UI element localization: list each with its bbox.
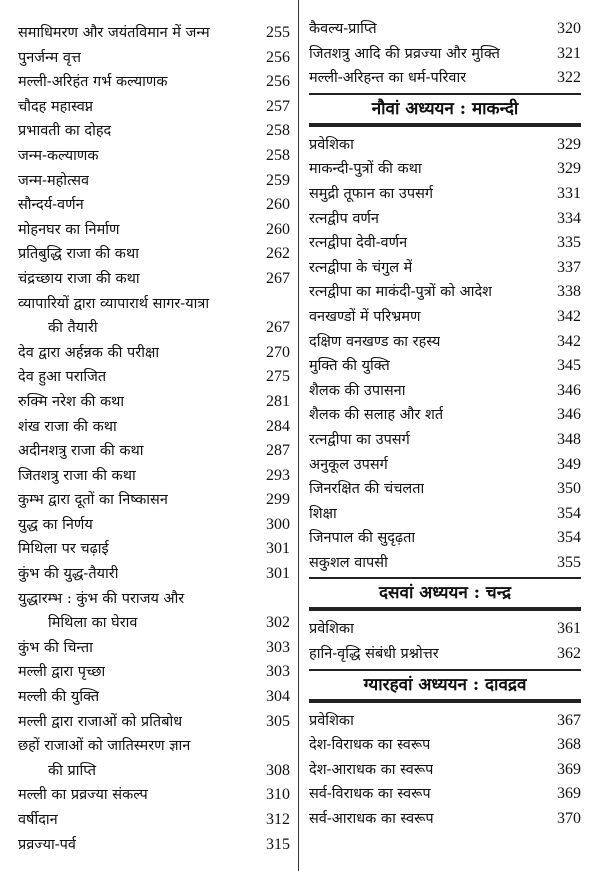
entry-page-number: 331	[557, 184, 581, 202]
entry-title	[18, 734, 260, 783]
entry-page-number: 256	[266, 73, 290, 91]
chapter-heading-text: ग्यारहवां अध्ययन : दावद्रव	[363, 674, 527, 695]
entry-title-text: प्रवेशिका	[309, 712, 354, 729]
toc-entry	[309, 477, 581, 502]
entry-page-number: 322	[557, 69, 581, 87]
entry-title-text: जितशत्रु राजा की कथा	[18, 467, 136, 484]
entry-page-number: 287	[266, 442, 290, 460]
toc-entry	[309, 42, 581, 67]
chapter-heading	[309, 93, 581, 127]
entry-page-number: 345	[557, 357, 581, 375]
toc-entry	[309, 17, 581, 42]
entry-page-number: 301	[266, 540, 290, 558]
entry-page-number: 305	[266, 712, 290, 730]
entry-page-number: 321	[557, 44, 581, 62]
entry-title	[309, 403, 443, 428]
entry-page-number: 334	[557, 209, 581, 227]
entry-title-text: मल्ली की युक्ति	[18, 689, 100, 706]
entry-page-number: 256	[266, 48, 290, 66]
entry-title	[309, 502, 337, 527]
entry-title-text: वर्षीदान	[18, 812, 58, 828]
entry-title	[309, 428, 410, 453]
entry-title	[18, 685, 99, 710]
entry-title	[18, 193, 84, 218]
entry-title-text: माकन्दी-पुत्रों की कथा	[309, 161, 422, 178]
entry-title-text: सौन्दर्य-वर्णन	[18, 197, 84, 214]
entry-title-text: जिनरक्षित की चंचलता	[309, 481, 425, 498]
entry-page-number: 267	[266, 319, 290, 337]
chapter-heading-text: नौवां अध्ययन : माकन्दी	[371, 98, 519, 119]
entry-title-text: अदीनशत्रु राजा की कथा	[18, 443, 144, 460]
entry-title-text: प्रतिबुद्धि राजा की कथा	[18, 246, 139, 263]
entry-title-text: कुंभ की युद्ध-तैयारी	[18, 566, 119, 583]
entry-page-number: 346	[557, 406, 581, 424]
entry-title-text: अनुकूल उपसर्ग	[309, 456, 388, 473]
toc-entry	[18, 169, 290, 194]
entry-title	[18, 636, 93, 661]
entry-title	[18, 439, 144, 464]
entry-title-text: सर्व-आराधक का स्वरूप	[309, 811, 434, 828]
entry-title	[309, 17, 377, 42]
chapter-entry-list	[309, 127, 581, 576]
toc-entry	[309, 617, 581, 642]
entry-title	[309, 526, 415, 551]
toc-entry	[18, 439, 290, 464]
entry-title-text: जन्म-कल्याणक	[18, 147, 99, 164]
entry-page-number: 299	[266, 491, 290, 509]
toc-entry	[18, 685, 290, 710]
entry-title	[309, 207, 379, 232]
toc-entry	[18, 193, 290, 218]
entry-title	[309, 305, 421, 330]
entry-title	[309, 551, 388, 576]
entry-title-text: रत्नद्वीपा का माकंदी-पुत्रों को आदेश	[309, 284, 493, 301]
entry-title-text: छहों राजाओं को जातिस्मरण ज्ञान	[18, 738, 191, 755]
entry-title-text: मल्ली द्वारा राजाओं को प्रतिबोध	[18, 713, 183, 730]
entry-title-text: सर्व-विराधक का स्वरूप	[309, 786, 431, 803]
toc-entry	[309, 379, 581, 404]
entry-title	[309, 133, 354, 158]
entry-title-text: रत्नद्वीप वर्णन	[309, 210, 379, 227]
entry-page-number: 342	[557, 332, 581, 350]
entry-title-text: युद्ध का निर्णय	[18, 516, 93, 533]
toc-entry	[309, 305, 581, 330]
entry-title-text: मल्ली-अरिहंत गर्भ कल्याणक	[18, 74, 168, 91]
entry-page-number: 300	[266, 515, 290, 533]
entry-page-number: 329	[557, 160, 581, 178]
entry-title-text: कुंभ की चिन्ता	[18, 639, 93, 656]
entry-title	[18, 390, 124, 415]
entry-title	[18, 242, 139, 267]
entry-title	[309, 231, 407, 256]
entry-title	[18, 537, 109, 562]
entry-page-number: 267	[266, 269, 290, 287]
toc-entry	[18, 636, 290, 661]
toc-entry	[309, 453, 581, 478]
toc-entry	[309, 403, 581, 428]
toc-entry	[18, 833, 290, 858]
entry-page-number: 369	[557, 785, 581, 803]
chapter-entry-list	[309, 611, 581, 666]
toc-entry	[309, 207, 581, 232]
entry-title	[309, 256, 412, 281]
toc-entry	[309, 807, 581, 832]
entry-title	[18, 710, 182, 735]
entry-title-text: रत्नद्वीपा का उपसर्ग	[309, 431, 410, 448]
entry-title	[18, 488, 168, 513]
entry-page-number: 302	[266, 614, 290, 632]
entry-title-text: जन्म-महोत्सव	[18, 172, 90, 189]
entry-title-continuation: की प्राप्ति	[48, 762, 96, 779]
entry-page-number: 275	[266, 368, 290, 386]
entry-title	[309, 642, 439, 667]
toc-entry	[18, 513, 290, 538]
entry-title	[18, 341, 159, 366]
toc-entry	[18, 390, 290, 415]
entry-title-text: मल्ली-अरिहन्त का धर्म-परिवार	[309, 70, 467, 87]
toc-entry	[309, 256, 581, 281]
entry-title	[18, 783, 148, 808]
toc-entry	[309, 502, 581, 527]
toc-entry	[18, 365, 290, 390]
right-column	[309, 0, 581, 832]
entry-page-number: 281	[266, 392, 290, 410]
toc-entry	[18, 21, 290, 46]
entry-title-text: रुक्मि नरेश की कथा	[18, 393, 125, 410]
entry-title-text: दक्षिण वनखण्ड का रहस्य	[309, 333, 441, 350]
toc-entry	[18, 464, 290, 489]
entry-title	[18, 587, 260, 636]
toc-entry	[309, 133, 581, 158]
entry-title-text: जिनपाल की सुदृढ़ता	[309, 530, 416, 547]
entry-title	[18, 95, 93, 120]
entry-page-number: 260	[266, 196, 290, 214]
entry-title	[18, 46, 81, 71]
entry-title-text: मल्ली का प्रव्रज्या संकल्प	[18, 787, 148, 804]
toc-entry	[18, 267, 290, 292]
entry-title	[309, 782, 431, 807]
entry-title-text: मल्ली द्वारा पृच्छा	[18, 664, 106, 681]
column-divider	[298, 0, 299, 871]
entry-page-number: 258	[266, 122, 290, 140]
entry-page-number: 310	[266, 786, 290, 804]
entry-page-number: 342	[557, 307, 581, 325]
toc-entry	[18, 710, 290, 735]
entry-title	[309, 453, 388, 478]
toc-entry	[309, 280, 581, 305]
entry-title-text: समुद्री तूफान का उपसर्ग	[309, 185, 434, 202]
toc-entry	[309, 66, 581, 91]
toc-list-right-top	[309, 0, 581, 91]
entry-page-number: 270	[266, 343, 290, 361]
entry-page-number: 258	[266, 146, 290, 164]
toc-entry	[309, 526, 581, 551]
entry-title	[18, 70, 168, 95]
entry-title	[18, 464, 136, 489]
entry-title	[309, 182, 433, 207]
entry-page-number: 293	[266, 466, 290, 484]
entry-title	[309, 477, 424, 502]
entry-page-number: 335	[557, 234, 581, 252]
entry-page-number: 355	[557, 553, 581, 571]
entry-page-number: 257	[266, 97, 290, 115]
entry-page-number: 354	[557, 529, 581, 547]
entry-page-number: 259	[266, 171, 290, 189]
entry-title	[309, 66, 466, 91]
entry-title-text: समाधिमरण और जयंतविमान में जन्म	[18, 25, 210, 41]
entry-page-number: 337	[557, 258, 581, 276]
entry-title	[18, 267, 140, 292]
toc-entry	[18, 734, 290, 783]
entry-title	[309, 733, 430, 758]
entry-title-text: कुम्भ द्वारा दूतों का निष्कासन	[18, 492, 168, 509]
entry-title-continuation: की तैयारी	[48, 320, 98, 337]
entry-page-number: 346	[557, 381, 581, 399]
entry-page-number: 308	[266, 761, 290, 779]
toc-entry	[18, 292, 290, 341]
toc-entry	[18, 119, 290, 144]
left-column	[18, 0, 290, 857]
toc-entry	[18, 144, 290, 169]
toc-entry	[18, 218, 290, 243]
entry-title	[18, 513, 93, 538]
entry-title	[309, 157, 422, 182]
entry-title-continuation: मिथिला का घेराव	[48, 615, 138, 632]
entry-page-number: 350	[557, 480, 581, 498]
entry-title-text: प्रभावती का दोहद	[18, 123, 112, 140]
entry-title-text: शैलक की उपासना	[309, 382, 406, 399]
entry-title	[309, 807, 434, 832]
toc-entry	[309, 642, 581, 667]
entry-page-number: 349	[557, 455, 581, 473]
entry-title-text: शंख राजा की कथा	[18, 418, 117, 435]
entry-page-number: 367	[557, 711, 581, 729]
entry-page-number: 284	[266, 417, 290, 435]
toc-entry	[18, 488, 290, 513]
entry-title-text: वनखण्डों में परिभ्रमण	[309, 308, 421, 325]
entry-title	[18, 21, 210, 46]
entry-title-text: प्रवेशिका	[309, 621, 354, 638]
entry-title-text: मुक्ति की युक्ति	[309, 358, 390, 375]
chapter-sections	[309, 93, 581, 832]
toc-entry	[309, 182, 581, 207]
entry-title-text: शैलक की सलाह और शर्त	[309, 407, 444, 424]
entry-title-text: मोहनघर का निर्माण	[18, 221, 120, 238]
entry-title	[309, 354, 390, 379]
entry-title	[18, 415, 117, 440]
toc-entry	[18, 95, 290, 120]
toc-list-left	[18, 0, 290, 857]
entry-page-number: 301	[266, 565, 290, 583]
entry-page-number: 370	[557, 810, 581, 828]
entry-title-text: हानि-वृद्धि संबंधी प्रश्नोत्तर	[309, 646, 439, 663]
entry-title	[18, 562, 118, 587]
entry-title	[309, 758, 433, 783]
entry-page-number: 255	[266, 24, 290, 41]
toc-entry	[309, 551, 581, 576]
entry-page-number: 312	[266, 811, 290, 828]
toc-entry	[18, 70, 290, 95]
entry-title	[18, 144, 99, 169]
entry-title-text: युद्धारम्भ : कुंभ की पराजय और	[18, 590, 185, 607]
entry-page-number: 260	[266, 220, 290, 238]
entry-title-text: मिथिला पर चढ़ाई	[18, 541, 109, 558]
toc-entry	[18, 341, 290, 366]
entry-page-number: 362	[557, 645, 581, 663]
entry-title	[309, 42, 500, 67]
entry-page-number: 369	[557, 760, 581, 778]
entry-page-number: 329	[557, 135, 581, 153]
entry-title-text: पुनर्जन्म वृत्त	[18, 49, 82, 66]
entry-title-text: देव हुआ पराजित	[18, 369, 107, 386]
entry-page-number: 320	[557, 20, 581, 37]
entry-title-text: चंद्रच्छाय राजा की कथा	[18, 270, 140, 287]
chapter-heading	[309, 669, 581, 703]
chapter-heading-text: दसवां अध्ययन : चन्द्र	[378, 583, 511, 604]
entry-title	[309, 280, 492, 305]
entry-title	[309, 709, 354, 734]
entry-page-number: 361	[557, 620, 581, 638]
toc-entry	[18, 415, 290, 440]
toc-entry	[18, 660, 290, 685]
entry-title	[18, 218, 120, 243]
entry-title-text: जितशत्रु आदि की प्रव्रज्या और मुक्ति	[309, 45, 500, 62]
entry-title	[18, 808, 58, 833]
entry-page-number: 348	[557, 430, 581, 448]
entry-title	[18, 119, 111, 144]
entry-page-number: 315	[266, 835, 290, 853]
entry-title	[309, 330, 440, 355]
entry-page-number: 354	[557, 504, 581, 522]
entry-page-number: 262	[266, 245, 290, 263]
toc-entry	[309, 709, 581, 734]
toc-entry	[309, 330, 581, 355]
entry-title	[18, 169, 89, 194]
entry-title	[309, 379, 405, 404]
toc-entry	[309, 428, 581, 453]
entry-title-text: सकुशल वापसी	[309, 554, 388, 571]
entry-title-text: देश-विराधक का स्वरूप	[309, 737, 431, 754]
entry-title	[18, 833, 76, 858]
toc-entry	[309, 733, 581, 758]
toc-entry	[18, 242, 290, 267]
entry-title-text: रत्नद्वीपा के चंगुल में	[309, 259, 413, 276]
entry-title-text: चौदह महास्वप्न	[18, 98, 94, 115]
entry-page-number: 368	[557, 736, 581, 754]
toc-entry	[18, 562, 290, 587]
toc-entry	[18, 808, 290, 833]
entry-title-text: प्रवेशिका	[309, 136, 354, 153]
toc-entry	[18, 783, 290, 808]
entry-title	[18, 365, 106, 390]
entry-title-text: देव द्वारा अर्हन्नक की परीक्षा	[18, 344, 160, 361]
entry-title-text: कैवल्य-प्राप्ति	[309, 21, 377, 37]
entry-page-number: 303	[266, 663, 290, 681]
entry-page-number: 303	[266, 638, 290, 656]
entry-page-number: 338	[557, 283, 581, 301]
entry-title-text: रत्नद्वीपा देवी-वर्णन	[309, 235, 408, 252]
toc-entry	[18, 537, 290, 562]
entry-title	[18, 660, 105, 685]
toc-entry	[309, 758, 581, 783]
toc-entry	[309, 231, 581, 256]
entry-title-text: व्यापारियों द्वारा व्यापारार्थ सागर-यात्रा	[18, 295, 210, 312]
toc-entry	[309, 782, 581, 807]
chapter-heading	[309, 577, 581, 611]
entry-title	[18, 292, 260, 341]
entry-title-text: देश-आराधक का स्वरूप	[309, 761, 434, 778]
entry-page-number: 304	[266, 688, 290, 706]
toc-entry	[309, 157, 581, 182]
chapter-entry-list	[309, 703, 581, 832]
entry-title	[309, 617, 354, 642]
toc-entry	[309, 354, 581, 379]
entry-title-text: शिक्षा	[309, 505, 337, 522]
entry-title-text: प्रव्रज्या-पर्व	[18, 836, 76, 853]
toc-entry	[18, 46, 290, 71]
toc-entry	[18, 587, 290, 636]
